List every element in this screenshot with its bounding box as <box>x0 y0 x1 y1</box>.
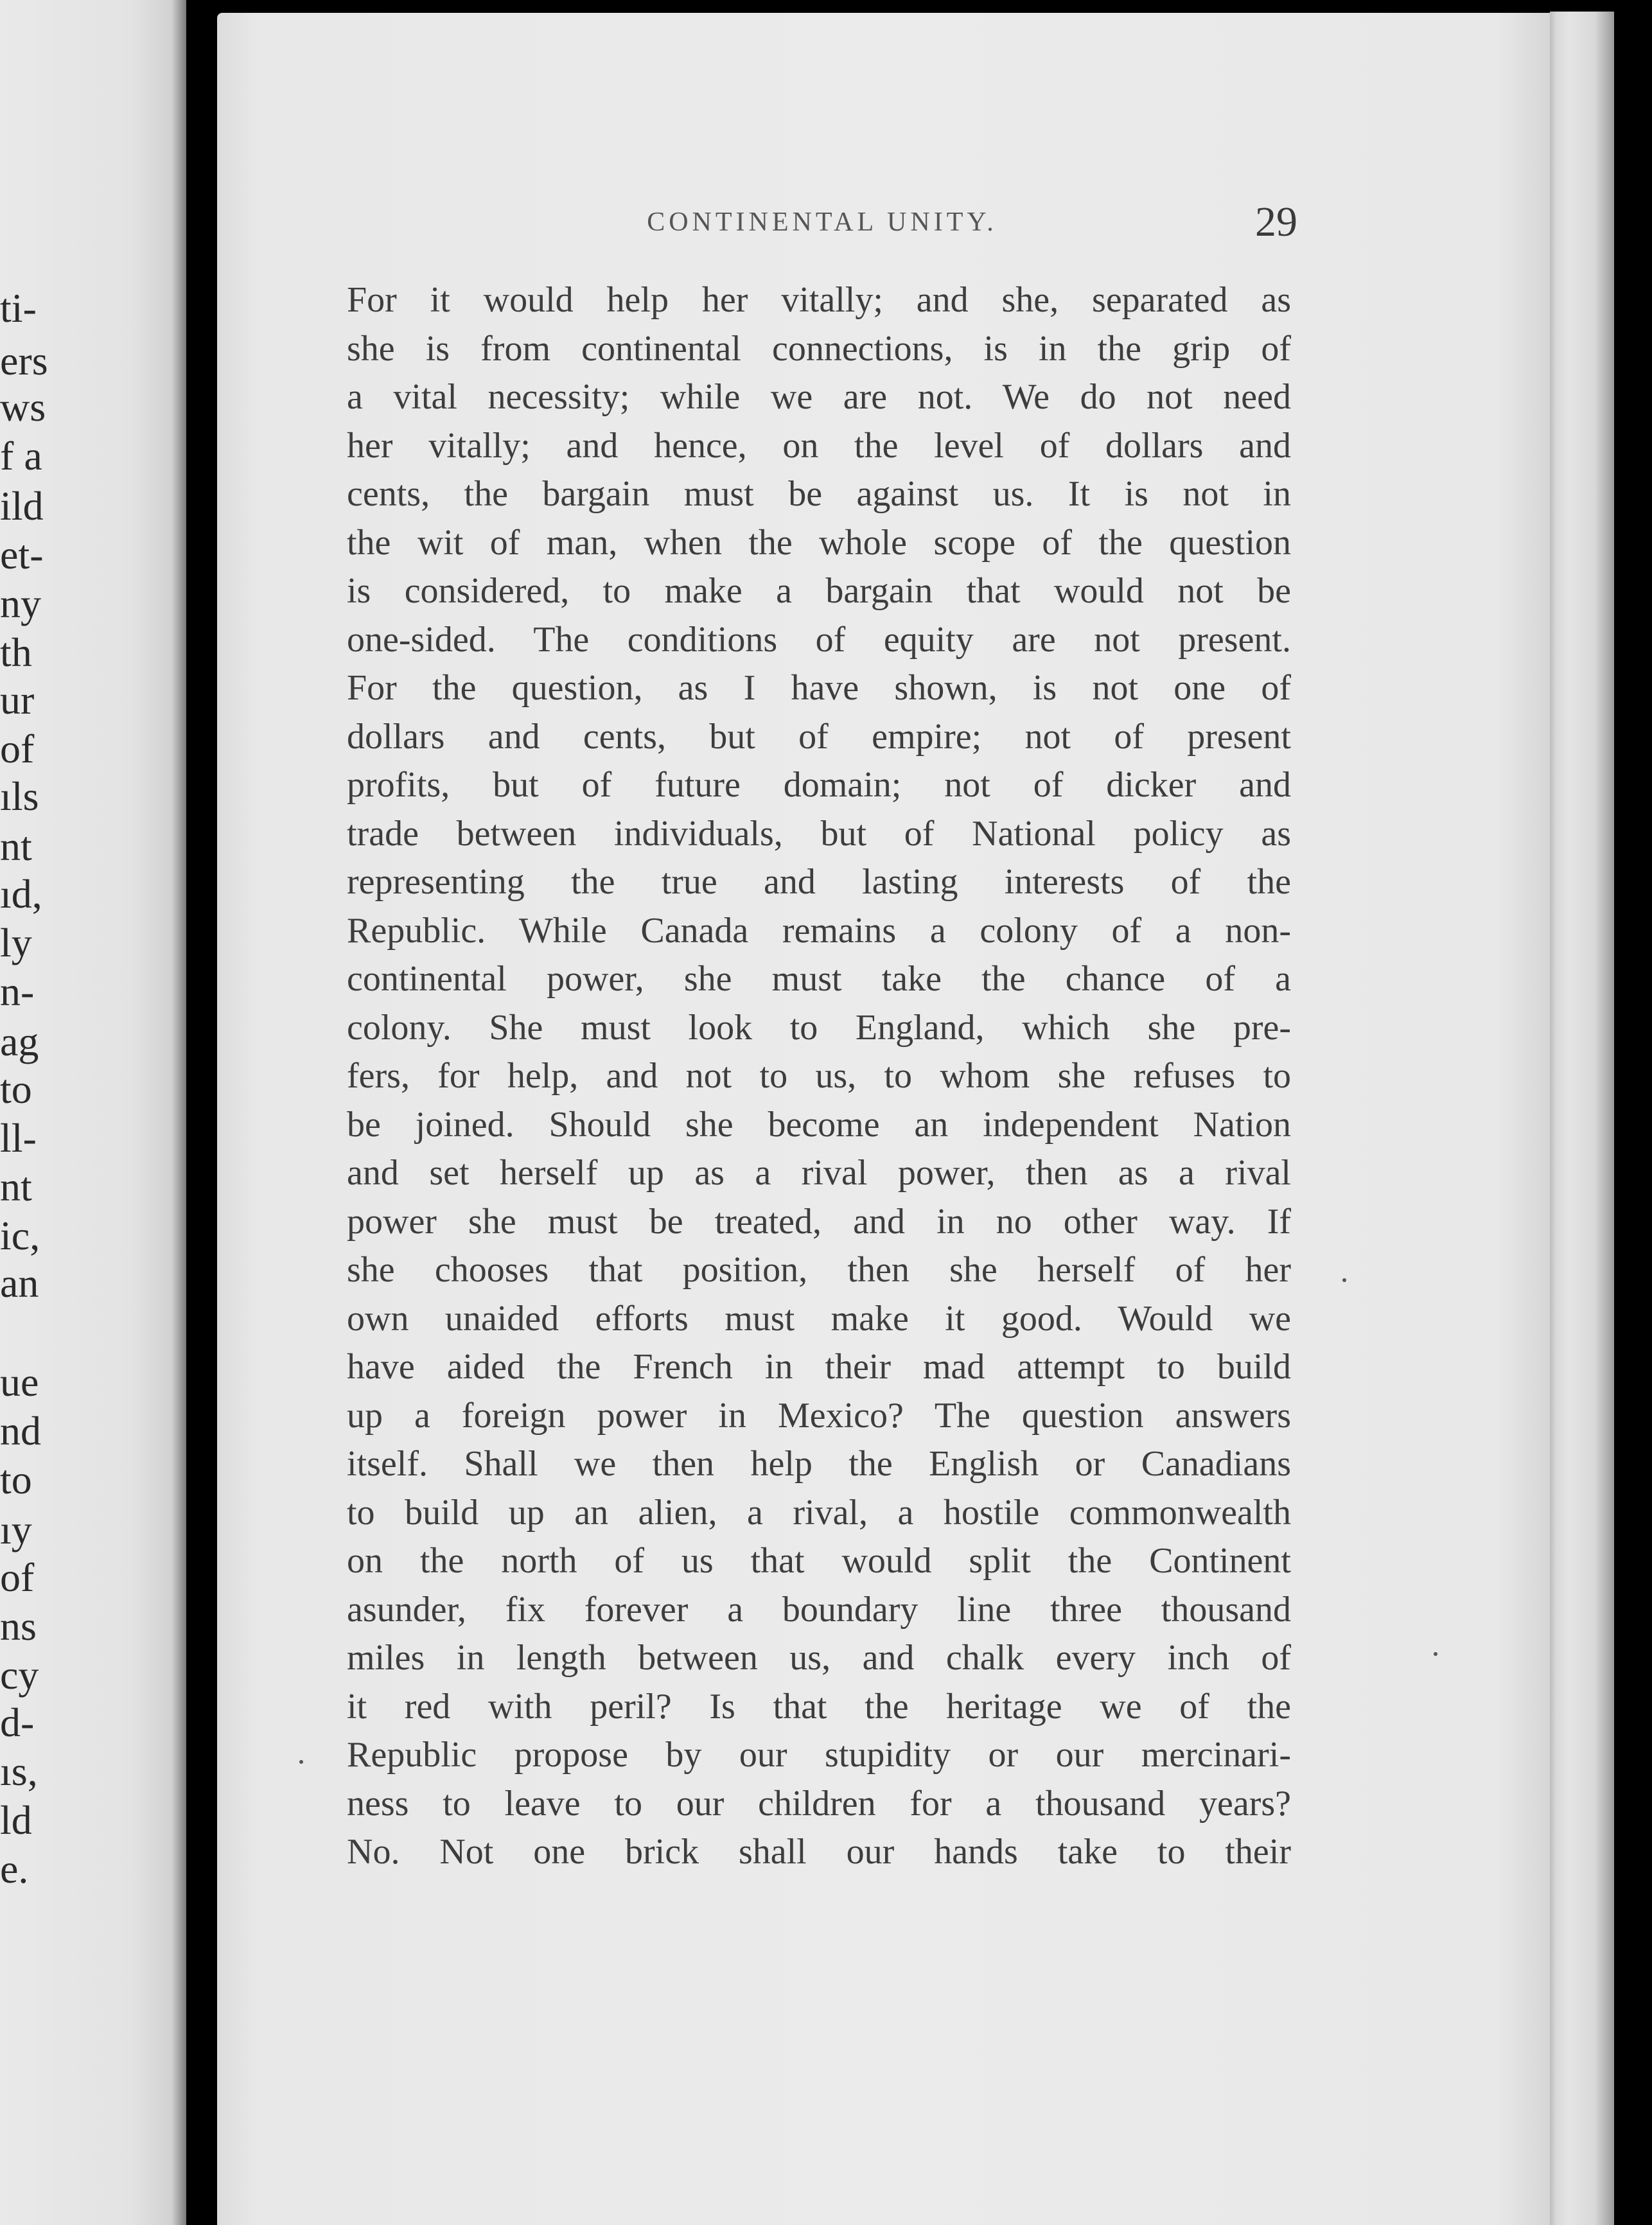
facing-page-fragment: nt <box>0 823 32 869</box>
facing-page-fragment: ic, <box>0 1213 40 1258</box>
running-head <box>347 198 1297 258</box>
text-line: to build up an alien, a rival, a hostile commonwealth <box>347 1492 1291 1533</box>
facing-page-fragment: nt <box>0 1164 32 1209</box>
text-line: one-sided. The conditions of equity are not present. <box>347 619 1291 660</box>
text-line: For the question, as I have shown, is not one of <box>347 668 1291 708</box>
facing-page-fragment: et- <box>0 532 44 577</box>
text-line: and set herself up as a rival power, then as a rival <box>347 1153 1291 1193</box>
text-line: miles in length between us, and chalk every inch of <box>347 1638 1291 1678</box>
speck <box>299 1760 303 1764</box>
facing-page-fragment: ll- <box>0 1115 37 1161</box>
text-line: up a foreign power in Mexico? The question answers <box>347 1395 1291 1436</box>
facing-page-fragment: an <box>0 1260 39 1306</box>
text-line: her vitally; and hence, on the level of dollars and <box>347 425 1291 466</box>
text-line: For it would help her vitally; and she, separated as <box>347 280 1291 320</box>
text-line: itself. Shall we then help the English or Canadians <box>347 1444 1291 1484</box>
text-line: cents, the bargain must be against us. It is not in <box>347 474 1291 514</box>
text-line: it red with peril? Is that the heritage we of the <box>347 1686 1291 1727</box>
text-line: colony. She must look to England, which she pre- <box>347 1007 1291 1048</box>
text-line: she chooses that position, then she herself of her <box>347 1250 1291 1290</box>
facing-page-fragment: ue <box>0 1359 39 1405</box>
facing-page-fragment: ers <box>0 338 48 383</box>
text-line: a vital necessity; while we are not. We do not need <box>347 377 1291 417</box>
text-line: own unaided efforts must make it good. Would we <box>347 1298 1291 1339</box>
body-text <box>347 276 1291 1877</box>
page-edge <box>1550 12 1614 2225</box>
speck <box>1342 1278 1346 1282</box>
facing-page-fragment: cy <box>0 1652 39 1698</box>
text-line: on the north of us that would split the Continent <box>347 1541 1291 1581</box>
speck <box>1434 1652 1437 1656</box>
text-line: representing the true and lasting interests of the <box>347 862 1291 902</box>
facing-page-fragment: d- <box>0 1700 35 1745</box>
facing-page-fragment: to <box>0 1457 32 1502</box>
facing-page-fragment: ld <box>0 1797 32 1843</box>
facing-page-fragment: ur <box>0 677 35 723</box>
facing-page-fragment: ns <box>0 1603 37 1649</box>
facing-page-fragment: of <box>0 726 35 771</box>
text-line: she is from continental connections, is in the grip of <box>347 328 1291 369</box>
running-head-title: CONTINENTAL UNITY. <box>647 207 997 237</box>
text-line: Republic. While Canada remains a colony of a non- <box>347 910 1291 951</box>
facing-page-fragment: ıy <box>0 1507 32 1552</box>
text-line: is considered, to make a bargain that would not be <box>347 571 1291 611</box>
text-line: have aided the French in their mad attempt to build <box>347 1347 1291 1387</box>
facing-page-fragment: ıd, <box>0 871 42 917</box>
facing-page-fragment: ny <box>0 581 41 626</box>
page-number: 29 <box>1255 198 1297 245</box>
text-line: asunder, fix forever a boundary line three thousand <box>347 1589 1291 1630</box>
facing-page-fragment: ly <box>0 920 32 965</box>
text-line: the wit of man, when the whole scope of the question <box>347 522 1291 563</box>
text-line: profits, but of future domain; not of dicker and <box>347 765 1291 805</box>
facing-page-fragment: ıs, <box>0 1748 38 1794</box>
facing-page-fragment: f a <box>0 433 42 479</box>
text-line: be joined. Should she become an independent Nation <box>347 1104 1291 1145</box>
facing-page-fragment: ws <box>0 384 46 430</box>
facing-page-fragment: ti- <box>0 285 37 331</box>
text-line: trade between individuals, but of National policy as <box>347 813 1291 854</box>
text-line: dollars and cents, but of empire; not of present <box>347 716 1291 757</box>
text-line: fers, for help, and not to us, to whom she refuses to <box>347 1056 1291 1096</box>
text-line: No. Not one brick shall our hands take to their <box>347 1832 1291 1872</box>
text-line: power she must be treated, and in no other way. If <box>347 1201 1291 1242</box>
facing-page-fragment: n- <box>0 969 35 1014</box>
facing-page-fragment: to <box>0 1066 32 1112</box>
facing-page-fragment: ıls <box>0 773 39 819</box>
facing-page-fragment: of <box>0 1554 35 1600</box>
facing-page-fragment: ild <box>0 483 44 529</box>
facing-page-fragment: e. <box>0 1846 29 1892</box>
text-line: Republic propose by our stupidity or our mercinari- <box>347 1735 1291 1775</box>
facing-page <box>0 0 186 2225</box>
facing-page-fragment: nd <box>0 1408 41 1454</box>
facing-page-fragment: th <box>0 629 32 675</box>
text-line: ness to leave to our children for a thousand years? <box>347 1783 1291 1824</box>
facing-page-fragment: ag <box>0 1019 39 1064</box>
text-line: continental power, she must take the chance of a <box>347 959 1291 999</box>
